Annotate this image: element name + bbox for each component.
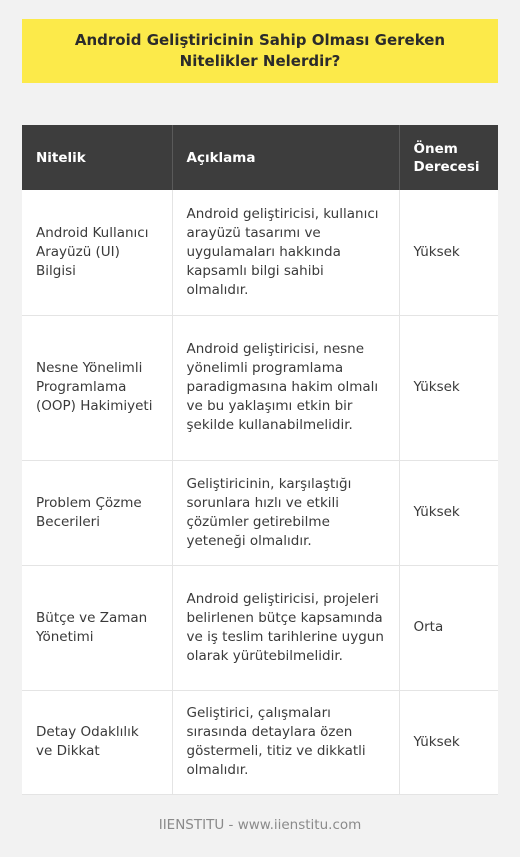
cell-nitelik: Detay Odaklılık ve Dikkat [22,690,172,794]
cell-onem: Orta [399,565,498,690]
cell-nitelik: Problem Çözme Becerileri [22,460,172,565]
cell-aciklama: Geliştiricinin, karşılaştığı sorunlara hızlı ve etkili çözümler getirebilme yeteneği olmalıdır. [172,460,399,565]
cell-onem: Yüksek [399,460,498,565]
cell-aciklama: Android geliştiricisi, kullanıcı arayüzü tasarımı ve uygulamaları hakkında kapsamlı bilgi sahibi olmalıdır. [172,190,399,315]
column-header-aciklama: Açıklama [172,125,399,190]
cell-nitelik: Android Kullanıcı Arayüzü (UI) Bilgisi [22,190,172,315]
table-row [22,460,498,565]
table-row [22,690,498,794]
table-header-row [22,125,498,190]
cell-aciklama: Android geliştiricisi, projeleri belirlenen bütçe kapsamında ve iş teslim tarihlerine uygun olarak yürütebilmelidir. [172,565,399,690]
title-banner [22,19,498,83]
cell-nitelik: Bütçe ve Zaman Yönetimi [22,565,172,690]
cell-aciklama: Android geliştiricisi, nesne yönelimli programlama paradigmasına hakim olmalı ve bu yaklaşımı etkin bir şekilde kullanabilmelidir. [172,315,399,460]
qualifications-table [22,125,498,795]
column-header-nitelik: Nitelik [22,125,172,190]
cell-nitelik: Nesne Yönelimli Programlama (OOP) Hakimiyeti [22,315,172,460]
page-title: Android Geliştiricinin Sahip Olması Gereken Nitelikler Nelerdir? [74,31,446,70]
cell-onem: Yüksek [399,690,498,794]
table-row [22,565,498,690]
cell-aciklama: Geliştirici, çalışmaları sırasında detaylara özen göstermeli, titiz ve dikkatli olmalıdır. [172,690,399,794]
table-row [22,315,498,460]
footer-credit: IIENSTITU - www.iienstitu.com [158,817,362,833]
table-row [22,190,498,315]
column-header-onem: Önem Derecesi [399,125,498,190]
cell-onem: Yüksek [399,315,498,460]
cell-onem: Yüksek [399,190,498,315]
